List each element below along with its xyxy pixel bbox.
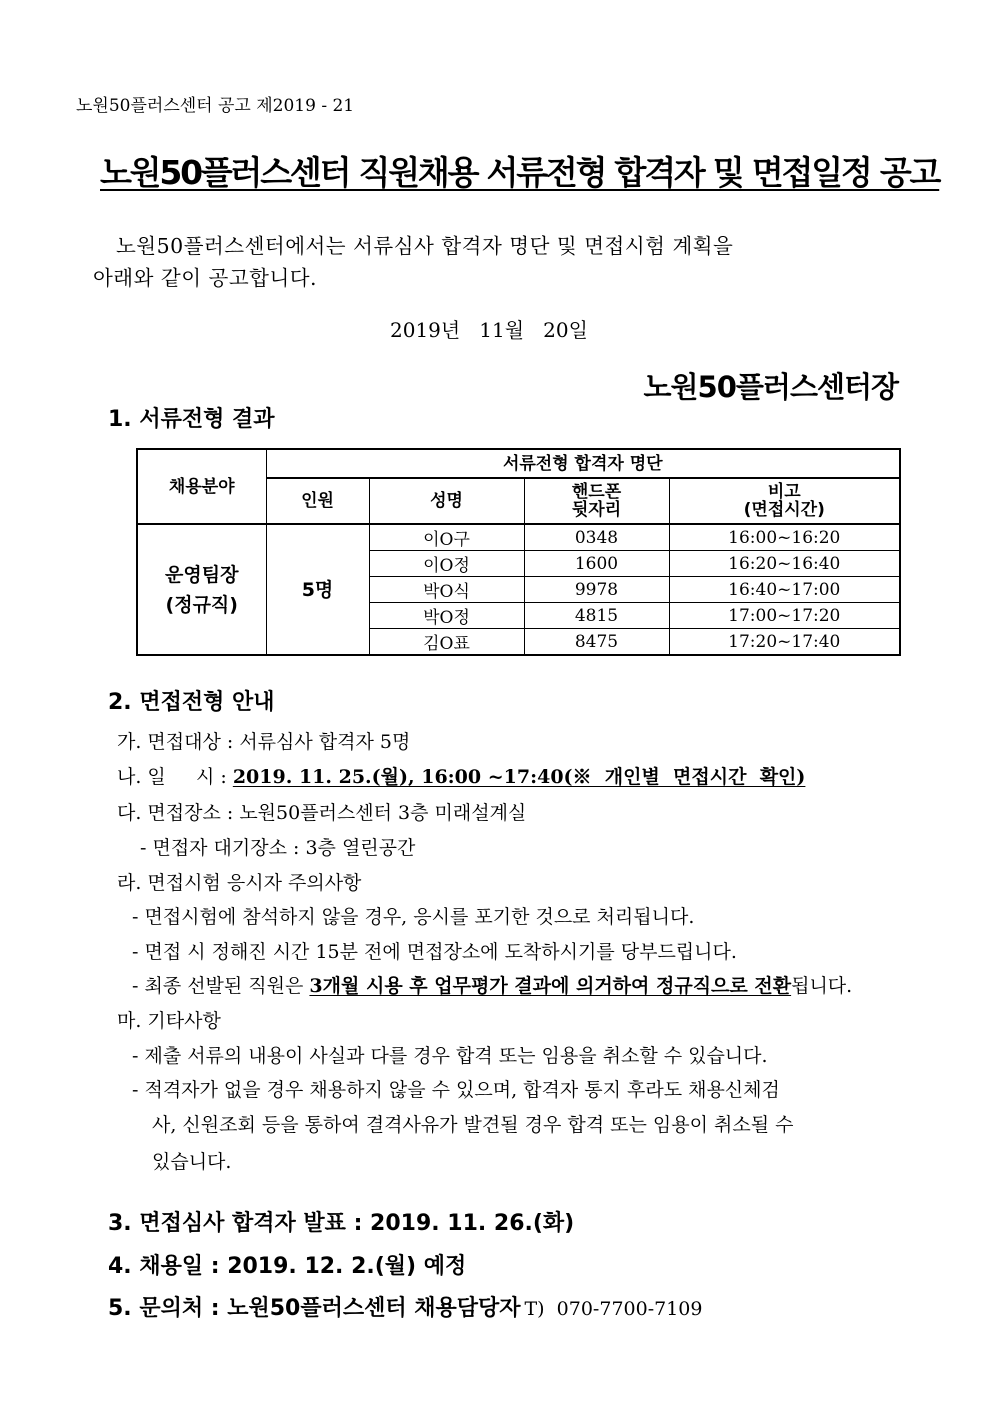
header-phone bbox=[524, 478, 669, 524]
document-screening-results-table bbox=[136, 448, 901, 656]
candidate-time: 17:00~17:20 bbox=[669, 603, 900, 629]
interview-schedule-label: 나. 일 시 : bbox=[117, 766, 233, 788]
field-line2: (정규직) bbox=[165, 593, 238, 616]
other-notes-heading: 마. 기타사항 bbox=[117, 1010, 221, 1032]
other-note-2-line3: 있습니다. bbox=[152, 1151, 232, 1173]
candidate-time: 17:20~17:40 bbox=[669, 629, 900, 656]
applicant-note-3-emphasis: 3개월 시용 후 업무평가 결과에 의거하여 정규직으로 전환 bbox=[309, 975, 792, 997]
other-note-2-line1: - 적격자가 없을 경우 채용하지 않을 수 있으며, 합격자 통지 후라도 채용신체검 bbox=[132, 1079, 780, 1101]
candidate-name: 김O표 bbox=[369, 629, 524, 656]
field-line1: 운영팀장 bbox=[165, 563, 239, 586]
header-note-line1: 비고 bbox=[767, 482, 801, 502]
header-group: 서류전형 합격자 명단 bbox=[266, 449, 900, 478]
interview-location: 다. 면접장소 : 노원50플러스센터 3층 미래설계실 bbox=[117, 802, 527, 824]
interview-schedule-value: 2019. 11. 25.(월), 16:00 ~17:40(※ 개인별 면접시간 확인) bbox=[232, 766, 806, 788]
intro-line-1: 노원50플러스센터에서는 서류심사 합격자 명단 및 면접시험 계획을 bbox=[116, 234, 734, 258]
header-note-line2: (면접시간) bbox=[743, 500, 825, 520]
candidate-phone: 1600 bbox=[524, 551, 669, 577]
count-cell: 5명 bbox=[266, 524, 369, 655]
notice-date: 2019년 11월 20일 bbox=[390, 318, 588, 342]
header-note bbox=[669, 478, 900, 524]
interview-schedule bbox=[117, 762, 805, 789]
header-phone-line1: 핸드폰 bbox=[571, 482, 622, 502]
other-note-2-line2: 사, 신원조회 등을 통하여 결격사유가 발견될 경우 합격 또는 임용이 취소될 수 bbox=[152, 1114, 794, 1136]
other-note-1: - 제출 서류의 내용이 사실과 다를 경우 합격 또는 임용을 취소할 수 있습니다. bbox=[132, 1045, 768, 1067]
field-cell bbox=[137, 524, 266, 655]
header-count: 인원 bbox=[266, 478, 369, 524]
candidate-phone: 0348 bbox=[524, 524, 669, 551]
contact-phone: T) 070-7700-7109 bbox=[524, 1298, 703, 1320]
applicant-note-1: - 면접시험에 참석하지 않을 경우, 응시를 포기한 것으로 처리됩니다. bbox=[132, 906, 695, 928]
applicant-note-2: - 면접 시 정해진 시간 15분 전에 면접장소에 도착하시기를 당부드립니다. bbox=[132, 941, 737, 963]
applicant-note-3-post: 됩니다. bbox=[791, 975, 853, 997]
applicant-note-3-pre: - 최종 선발된 직원은 bbox=[132, 975, 310, 997]
candidate-name: 박O정 bbox=[369, 603, 524, 629]
header-phone-line2: 뒷자리 bbox=[571, 500, 622, 520]
candidate-name: 박O식 bbox=[369, 577, 524, 603]
notice-number: 노원50플러스센터 공고 제2019 - 21 bbox=[76, 96, 355, 116]
intro-line-2: 아래와 같이 공고합니다. bbox=[93, 266, 318, 290]
section-5-contact bbox=[108, 1291, 702, 1322]
candidate-phone: 8475 bbox=[524, 629, 669, 656]
page-title: 노원50플러스센터 직원채용 서류전형 합격자 및 면접일정 공고 bbox=[100, 153, 940, 192]
interview-target: 가. 면접대상 : 서류심사 합격자 5명 bbox=[117, 731, 411, 753]
issuer-name: 노원50플러스센터장 bbox=[643, 370, 898, 404]
candidate-time: 16:00~16:20 bbox=[669, 524, 900, 551]
section-4-hire-date: 4. 채용일 : 2019. 12. 2.(월) 예정 bbox=[108, 1254, 467, 1279]
applicant-note-3 bbox=[132, 971, 852, 998]
applicant-notes-heading: 라. 면접시험 응시자 주의사항 bbox=[117, 872, 362, 894]
candidate-name: 이O구 bbox=[369, 524, 524, 551]
section-1-heading: 1. 서류전형 결과 bbox=[108, 407, 275, 432]
table-row bbox=[137, 524, 900, 551]
section-3-announcement: 3. 면접심사 합격자 발표 : 2019. 11. 26.(화) bbox=[108, 1211, 575, 1236]
candidate-name: 이O정 bbox=[369, 551, 524, 577]
waiting-area: - 면접자 대기장소 : 3층 열린공간 bbox=[140, 837, 416, 859]
section-2-heading: 2. 면접전형 안내 bbox=[108, 690, 275, 715]
header-field: 채용분야 bbox=[137, 449, 266, 524]
candidate-time: 16:20~16:40 bbox=[669, 551, 900, 577]
candidate-phone: 4815 bbox=[524, 603, 669, 629]
candidate-time: 16:40~17:00 bbox=[669, 577, 900, 603]
candidate-phone: 9978 bbox=[524, 577, 669, 603]
header-name: 성명 bbox=[369, 478, 524, 524]
contact-label: 5. 문의처 : 노원50플러스센터 채용담당자 bbox=[108, 1296, 521, 1321]
